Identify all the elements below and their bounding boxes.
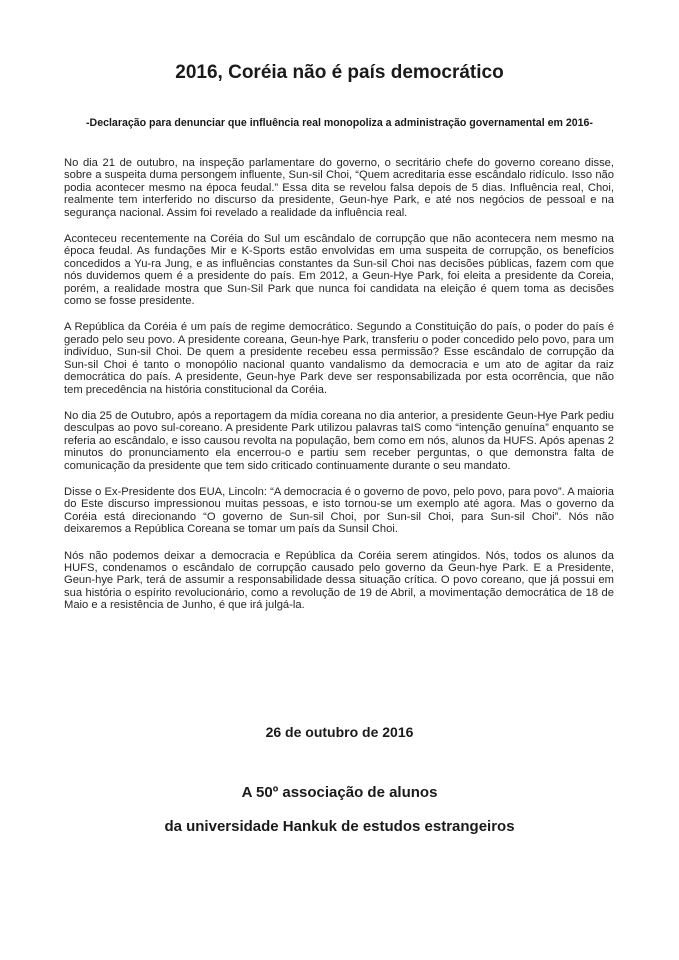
- paragraph-4: No dia 25 de Outubro, após a reportagem da mídia coreana no dia anterior, a presidente Geun-Hye Park pediu desculpas ao povo sul-coreano. A presidente Park utilizou palavras taIS como “intenção genuína” enquanto se referia ao escândalo, e isso causou revolta na população, bem como em nós, alunos da HUFS. Após apenas 2 minutos do pronunciamento ela encerrou-o e partiu sem receber perguntas, o que demonstra falta de comunicação da presidente que tem sido criticado continuamente durante o seu mandato.: [64, 409, 614, 472]
- signature-line-1: A 50º associação de alunos: [241, 784, 438, 801]
- document-subtitle: -Declaração para denunciar que influência real monopoliza a administração governamental em 2016-: [86, 117, 593, 129]
- document-body: [64, 157, 614, 626]
- paragraph-6: Nós não podemos deixar a democracia e República da Coréia serem atingidos. Nós, todos os alunos da HUFS, condenamos o escândalo de corrupção causado pelo governo da Geun-hye Park. E a Presidente, Geun-hye Park, terá de assumir a responsabilidade dessa situação crítica. O povo coreano, que já possui em sua história o espírito revolucionário, como a revolução de 19 de Abril, a movimentação democrática de 18 de Maio e a resistência de Junho, é que irá julgá-la.: [64, 549, 614, 612]
- paragraph-1: No dia 21 de outubro, na inspeção parlamentare do governo, o secritário chefe do governo coreano disse, sobre a suspeita duma persongem influente, Sun-sil Choi, “Quem acreditaria esse escândalo ridículo. Isso não podia acontecer mesmo na época feudal.” Essa dita se revelou falsa depois de 5 dias. Influência real, Choi, realmente tem interferido no discurso da presidente, Geun-hye Park, e até nos negócios de pessoal e na segurança nacional. Assim foi revelado a realidade da influência real.: [64, 157, 614, 219]
- document-date: 26 de outubro de 2016: [265, 724, 414, 740]
- document-title: 2016, Coréia não é país democrático: [175, 62, 504, 83]
- signature-line-2: da universidade Hankuk de estudos estrangeiros: [164, 818, 515, 835]
- paragraph-5: Disse o Ex-Presidente dos EUA, Lincoln: “A democracia é o governo de povo, pelo povo, para povo”. A maioria do Este discurso impressionou muitas pessoas, e isto tornou-se um exemplo até agora. Mas o governo da Coréia está direcionando “O governo de Sun-sil Choi, por Sun-sil Choi, para Sun-sil Choi”. Nós não deixaremos a República Coreana se tomar um país da Sunsil Choi.: [64, 485, 614, 536]
- paragraph-2: Aconteceu recentemente na Coréia do Sul um escândalo de corrupção que não acontecera nem mesmo na época feudal. As fundações Mir e K-Sports estão envolvidas em uma suspeita de corrupção, os benefícios concedidos a Yu-ra Jung, e as influências constantes da Sun-sil Choi nas decisões públicas, fazem com que nós duvidemos quem é a presidente do país. Em 2012, a Geun-Hye Park, foi eleita a presidente da Coreia, porém, a realidade mostra que Sun-Sil Park que nunca foi candidata na eleição é quem toma as decisões como se fosse presidente.: [64, 233, 614, 308]
- paragraph-3: A República da Coréia é um país de regime democrático. Segundo a Constituição do país, o poder do país é gerado pelo seu povo. A presidente coreana, Geun-hye Park, transferiu o poder concedido pelo povo, para um indivíduo, Sun-sil Choi. De quem a presidente recebeu essa permissão? Esse escândalo de corrupção da Sun-sil Choi é tanto o monopólio nacional quanto vandalismo da democracia e um ato de agitar da raiz democrática do país. A presidente, Geun-hye Park deve ser responsabilizada por esta ocorrência, que não tem precedência na história constitucional da Coréia.: [64, 321, 614, 396]
